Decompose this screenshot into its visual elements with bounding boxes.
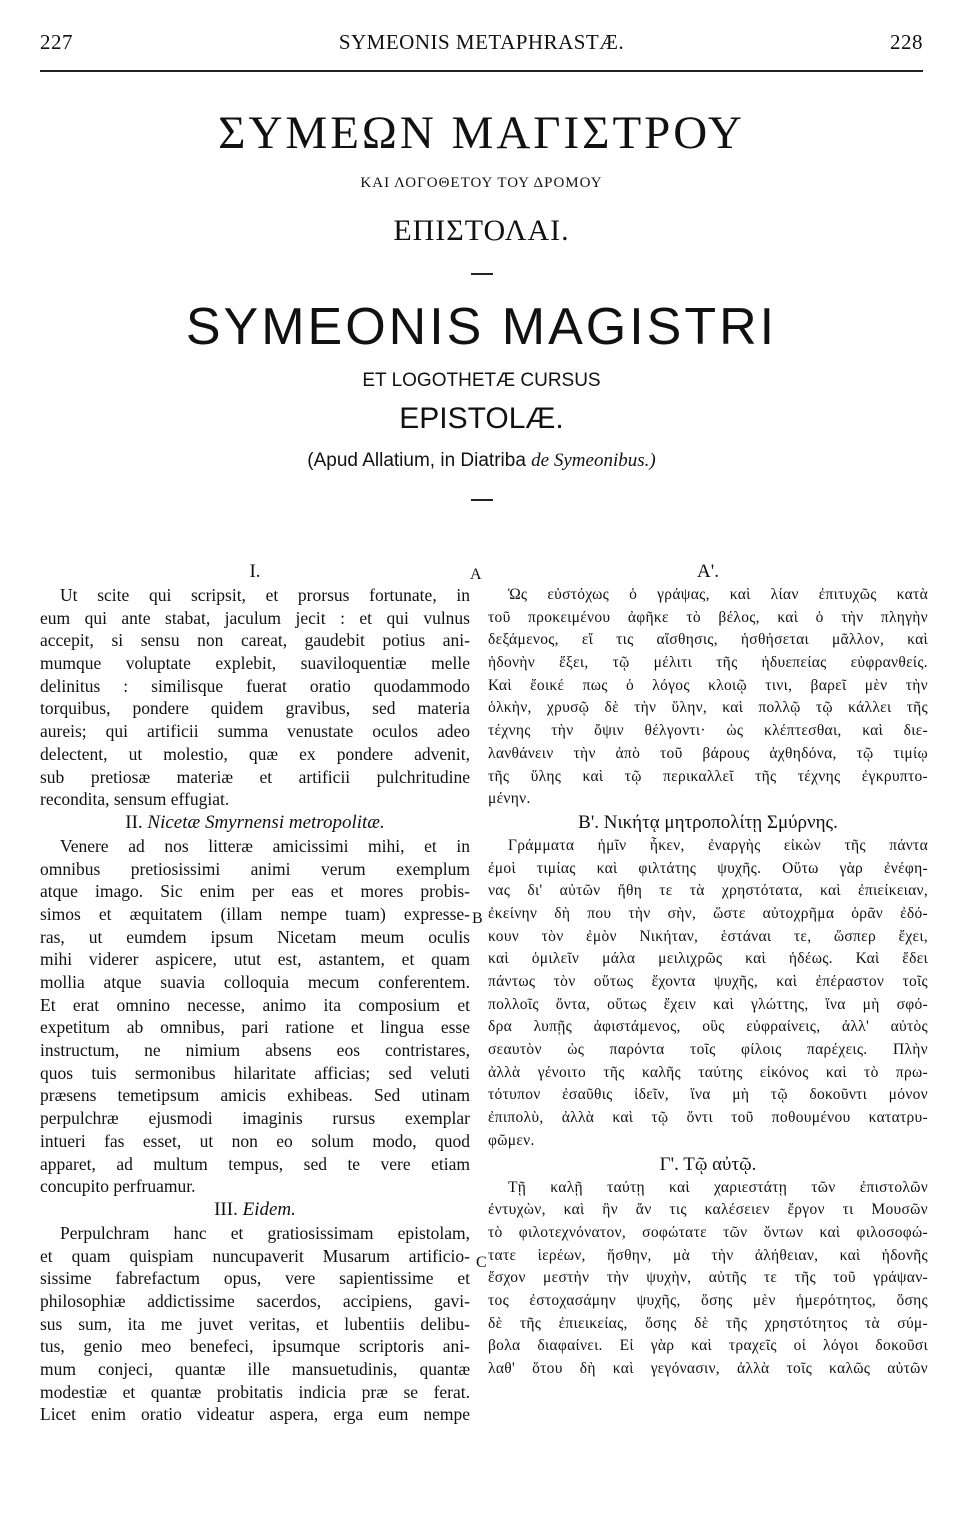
text-line: Et erat omnino necesse, animo ita composium et <box>40 994 470 1015</box>
text-line: κουν τὸν ἐμὸν Νικήταν, ἑστάναι τε, ὥσπερ ἔχει, <box>488 927 928 945</box>
text-line: expetitum ab omnibus, pari ratione et lingua esse <box>40 1017 470 1038</box>
latin-letter-2-text <box>40 835 470 1198</box>
text-line: tus, genio meo benefeci, ipsumque scriptoris ani- <box>40 1336 470 1357</box>
latin-letter-1-heading: I. <box>249 561 261 582</box>
source-divider <box>471 499 493 501</box>
text-line: δρα λυπῇς ἀφιστάμενος, οὓς εὐφραίνεις, ἀλλ' αὐτὸς <box>488 1018 928 1036</box>
text-line: τότυπον ἐσαῦθις ἰδεῖν, ἵνα μὴ τῷ δοκοῦντι μόνον <box>488 1086 928 1104</box>
latin-letter-3-text <box>40 1222 470 1426</box>
text-line: sub pretiosæ materiæ et artificii pulchritudine <box>40 766 470 787</box>
text-line: torquibus, pondere quidem gravibus, sed materia <box>40 698 470 719</box>
text-line: Γράμματα ἡμῖν ἧκεν, ἐναργὴς εἰκὼν τῆς πάντα <box>508 836 928 854</box>
greek-column <box>488 560 928 1381</box>
latin-letter-3-number: III. <box>214 1198 238 1220</box>
text-line: modestiæ et quantæ probitatis indicia præ se ferat. <box>40 1381 470 1402</box>
running-head <box>40 30 923 60</box>
greek-letter-2-text <box>488 835 928 1153</box>
latin-title: SYMEONIS MAGISTRI <box>185 298 778 356</box>
text-line: apparet, ad multum tempus, sed te vere etiam <box>40 1153 470 1174</box>
text-line: mumque voluptate explebit, suaviloquentiæ melle <box>40 653 470 674</box>
text-line: Καὶ ἔοικέ πως ὁ λόγος κλοιῷ τινι, βαρεῖ μὲν τὴν <box>488 676 928 694</box>
text-line: sissime fabrefactum opus, vere sapientissime et <box>40 1268 470 1289</box>
greek-letter-1-text <box>488 584 928 811</box>
text-line: τοῦ προκειμένου ἀφῆκε τὸ βέλος, καὶ ὁ τὴν πληγὴν <box>488 608 928 626</box>
latin-letter-2-addressee: Nicetæ Smyrnensi metropolitæ. <box>147 811 385 833</box>
text-line: τος ἐστοχασάμην ψυχῆς, ὅσης μὲν ἡμερότητος, ὅσης <box>488 1291 928 1309</box>
text-line: τῆς ὕλης καὶ τῷ περικαλλεῖ τῆς τέχνης ἐγκρυπτο- <box>488 767 928 785</box>
greek-letter-3-text <box>488 1177 928 1381</box>
text-line: δεξάμενος, εἴ τις αἴσθησις, ἡσθήσεται μᾶλλον, καὶ <box>488 631 928 649</box>
text-line: νας δι' αὐτῶν ἤθη τε τὰ χρηστότατα, καὶ ἐπιείκειαν, <box>488 882 928 900</box>
text-line: philosophiæ addictissime sacerdos, accipiens, gavi- <box>40 1290 470 1311</box>
text-line: instructum, ne nimium absens eos contristares, <box>40 1040 470 1061</box>
text-line: πολλοῖς ὄντα, οὕτως ἔχειν καὶ γλώττης, ἵνα μὴ σφό- <box>488 995 928 1013</box>
text-line: eum qui ante stabat, jaculum jecit : et qui vulnus <box>40 607 470 628</box>
greek-epistolai: ΕΠΙΣΤΟΛΑΙ. <box>393 214 570 247</box>
text-line: præsens temetipsum amicis exhibeas. Sed utinam <box>40 1085 470 1106</box>
greek-letter-2-heading: Β'. Νικήτᾳ μητροπολίτῃ Σμύρνης. <box>578 811 838 833</box>
text-line: δὲ τῆς ἐπιεικείας, ὅσης δὲ τῆς χρηστότητος τὰ σύμ- <box>488 1314 928 1332</box>
text-line: quos tuis sermonibus hilaritate afficias; sed veluti <box>40 1062 470 1083</box>
text-line: simos et æquitatem (illam nempe tuam) expresse- <box>40 903 470 924</box>
text-line: λανθάνειν τὴν ἀπὸ τοῦ βάρους ἀχθηδόνα, τῷ τιμίῳ <box>488 744 928 762</box>
latin-letter-3-addressee: Eidem. <box>242 1198 296 1220</box>
text-line: ἐμοὶ τιμίας καὶ φιλτάτης ψυχῆς. Οὕτω γὰρ ἐνέφη- <box>488 859 928 877</box>
right-page-number: 228 <box>890 30 923 54</box>
text-line: accepit, si sensu non careat, gaudebit potius ani- <box>40 630 470 651</box>
text-line: ἐκείνην δὴ που τὴν σὴν, ὥστε αὐτοχρῆμα ὁρᾶν ἐδό- <box>488 904 928 922</box>
text-line: omnibus pretiosissimi animi verum exemplum <box>40 858 470 879</box>
left-page-number: 227 <box>40 30 73 54</box>
text-line: mum conjeci, quantæ ille mansuetudinis, quantæ <box>40 1359 470 1379</box>
text-line: delinitus : similisque fuerat oratio quodammodo <box>40 675 470 696</box>
text-line: intueri fas esset, ut non eo solum modo, quod <box>40 1130 470 1151</box>
source-note <box>40 449 923 473</box>
text-line: τέχνης τὴν ὄψιν θέλγοντι· ὡς κλέπτεσθαι, καὶ διε- <box>488 722 928 740</box>
text-line: aureis; qui artificii summa venustate oculos adeo <box>40 721 470 742</box>
greek-letter-1-heading: Α'. <box>697 561 719 582</box>
text-line: perpulchræ ejusmodi imaginis rursus exemplar <box>40 1108 470 1129</box>
title-divider <box>471 273 493 275</box>
text-line: delectent, ut molestio, quæ ex pondere advenit, <box>40 743 470 764</box>
text-line: sus sum, ita me juvet veritas, et lubentiis delibu- <box>40 1313 470 1334</box>
text-line: concupito perfruamur. <box>40 1176 196 1197</box>
title-block <box>40 105 923 501</box>
text-line: Perpulchram hanc et gratiosissimam epistolam, <box>60 1222 470 1243</box>
greek-letter-3-heading: Γ'. Τῷ αὐτῷ. <box>659 1153 757 1175</box>
latin-subtitle: ET LOGOTHETÆ CURSUS <box>362 370 601 391</box>
latin-column <box>40 560 470 1426</box>
margin-mark-a: A <box>470 566 482 583</box>
text-line: Ὡς εὐστόχως ὁ γράψας, καὶ λίαν ἐπιτυχῶς κατὰ <box>508 586 928 603</box>
header-rule <box>40 70 923 72</box>
text-line: recondita, sensum effugiat. <box>40 789 230 810</box>
latin-letter-1-text <box>40 584 470 811</box>
text-line: ras, ut eumdem ipsum Nicetam meum oculis <box>40 926 470 947</box>
text-line: τὸ φιλοτεχνόνατον, σοφώτατε τῶν ὄντων καὶ φιλοσοφώ- <box>488 1223 928 1241</box>
margin-mark-b: B <box>472 910 483 927</box>
text-line: mihi viderer aspicere, utut est, astantem, et quam <box>40 949 470 970</box>
text-line: καὶ ὁμιλεῖν μάλα μειλιχρῶς καὶ ἡδέως. Καὶ ἔδει <box>488 950 928 968</box>
text-line: σεαυτὸν ὡς παρόντα τοῖς φίλοις παρέχεις. Πλὴν <box>488 1041 928 1059</box>
text-line: mollia atque suavia colloquia mecum conferentem. <box>40 972 470 992</box>
text-line: πάντως τὸν οὕτως ἔχοντα ψυχῆς, καὶ ἐπέραστον τοῖς <box>488 973 928 990</box>
source-prefix: (Apud Allatium, in Diatriba <box>307 450 526 471</box>
text-line: ἡδονὴν ἕξει, τῷ μέλιτι τῆς ἡδυεπείας εὐφρανθείς. <box>488 654 928 672</box>
text-line: Τῇ καλῇ ταύτῃ καὶ χαριεστάτῃ τῶν ἐπιστολῶν <box>508 1178 928 1196</box>
text-line: ἀλλὰ γένοιτο τῆς καλῆς ταύτης εἰκόνος καὶ τὸ πρω- <box>488 1063 928 1081</box>
margin-mark-c: C <box>476 1254 487 1271</box>
text-line: λαθ' ὅτου δὴ καὶ γεγόνασιν, ἀλλὰ τοῖς καλῶς αὐτῶν <box>488 1360 928 1377</box>
text-line: βολα διαφαίνει. Εἰ γὰρ καὶ τραχεῖς οἱ λόγοι δοκοῦσι <box>488 1337 928 1355</box>
text-line: Venere ad nos litteræ amicissimi mihi, et in <box>60 835 470 856</box>
latin-letter-3-heading <box>40 1198 470 1222</box>
latin-letter-2-heading <box>40 811 470 835</box>
text-line: ἐπιπολὺ, ἀλλὰ καὶ τῷ ὄντι τοῦ ποθουμένου κατατρυ- <box>488 1109 928 1127</box>
text-line: et quam quispiam nuncupaverit Musarum artificio- <box>40 1245 470 1266</box>
text-line: ὁλκὴν, χρυσῷ δὲ τὴν ὕλην, καὶ πολλῷ τῷ κάλλει τῆς <box>488 699 928 717</box>
text-line: φῶμεν. <box>488 1131 535 1149</box>
running-title: SYMEONIS METAPHRASTÆ. <box>338 30 625 54</box>
greek-title: ΣΥΜΕΩΝ ΜΑΓΙΣΤΡΟΥ <box>218 107 745 159</box>
latin-letter-2-number: II. <box>125 811 143 833</box>
text-line: Licet enim oratio videatur aspera, erga eum nempe <box>40 1404 470 1425</box>
text-line: Ut scite qui scripsit, et prorsus fortunate, in <box>60 585 470 605</box>
text-line: ἔσχον μεστὴν τὴν ψυχὴν, αὐτῆς τε τῆς τοῦ γράψαν- <box>488 1269 928 1287</box>
latin-epistolae: EPISTOLÆ. <box>399 402 564 435</box>
text-line: ἐντυχὼν, καὶ ἣν ἄν τις καλέσειεν ἔργον τι Μουσῶν <box>488 1201 928 1219</box>
greek-subtitle: ΚΑΙ ΛΟΓΟΘΕΤΟΥ ΤΟΥ ΔΡΟΜΟΥ <box>360 175 603 191</box>
source-italic: de Symeonibus.) <box>531 450 656 471</box>
text-line: τατε ἱερέων, ἥσθην, μὰ τὴν ἀλήθειαν, καὶ ἡδονῆς <box>488 1246 928 1264</box>
text-line: atque imago. Sic enim per eas et mores probis- <box>40 881 470 902</box>
text-line: μένην. <box>488 790 531 808</box>
